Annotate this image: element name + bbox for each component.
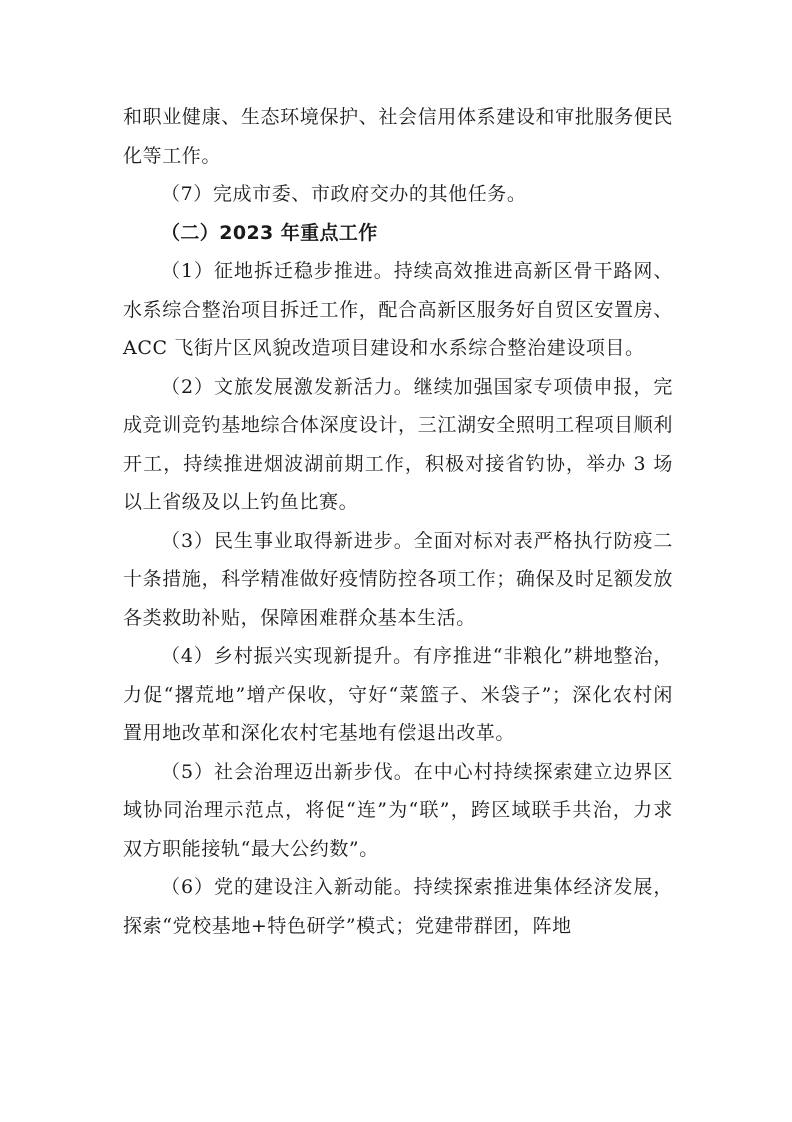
paragraph-item-3-livelihood: （3）民生事业取得新进步。全面对标对表严格执行防疫二十条措施，科学精准做好疫情防控各项工作；确保及时足额发放各类救助补贴，保障困难群众基本生活。 — [123, 529, 673, 629]
paragraph-item-6-party-building: （6）党的建设注入新动能。持续探索推进集体经济发展，探索“党校基地+特色研学”模式；党建带群团，阵地 — [123, 876, 673, 937]
paragraph-item-1-land-acquisition: （1）征地拆迁稳步推进。持续高效推进高新区骨干路网、水系综合整治项目拆迁工作，配合高新区服务好自贸区安置房、ACC 飞街片区风貌改造项目建设和水系综合整治建设项目。 — [123, 260, 673, 359]
paragraph-item-4-rural-revitalization: （4）乡村振兴实现新提升。有序推进“非粮化”耕地整治，力促“撂荒地”增产保收，守好“菜篮子、米袋子”；深化农村闲置用地改革和深化农村宅基地有偿退出改革。 — [123, 645, 673, 744]
paragraph-continuation: 和职业健康、生态环境保护、社会信用体系建设和审批服务便民化等工作。 — [123, 106, 673, 167]
document-body — [123, 98, 673, 945]
paragraph-item-5-social-governance: （5）社会治理迈出新步伐。在中心村持续探索建立边界区域协同治理示范点，将促“连”为“联”，跨区域联手共治，力求双方职能接轨“最大公约数”。 — [123, 760, 673, 860]
paragraph-item-2-culture-tourism: （2）文旅发展激发新活力。继续加强国家专项债申报，完成竞训竞钓基地综合体深度设计，三江湖安全照明工程项目顺利开工，持续推进烟波湖前期工作，积极对接省钓协，举办 3 场以上省级及以上钓鱼比赛。 — [123, 375, 673, 513]
paragraph-task-7: （7）完成市委、市政府交办的其他任务。 — [161, 183, 527, 205]
section-heading-2023-key-work: （二）2023 年重点工作 — [161, 221, 378, 244]
